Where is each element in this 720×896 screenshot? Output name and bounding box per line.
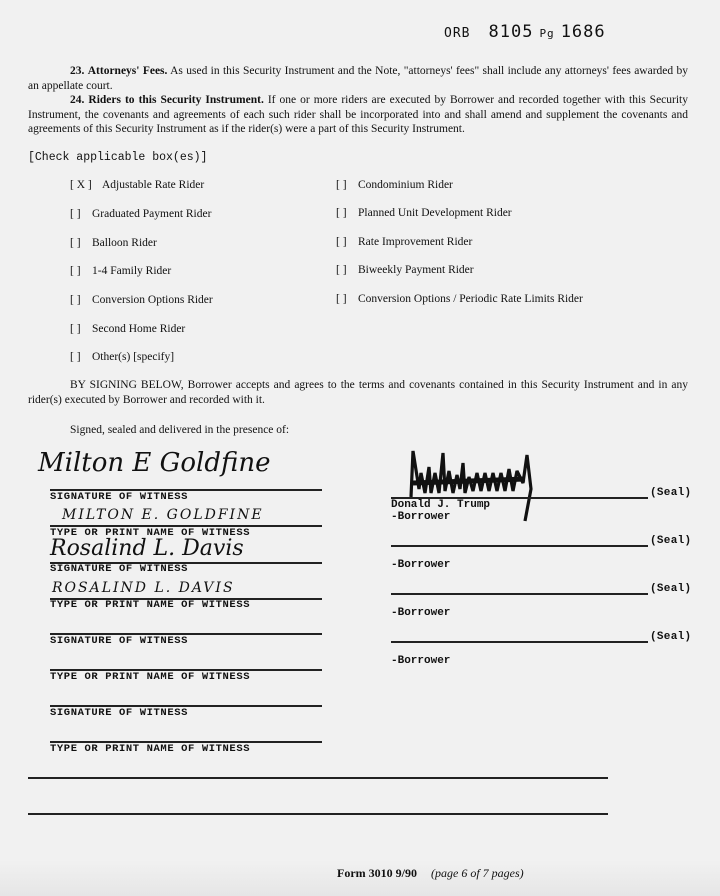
- borrower-3-seal-label: (Seal): [650, 583, 692, 595]
- signing-statement: [28, 378, 688, 407]
- checkbox[interactable]: [ ]: [70, 323, 81, 335]
- witness-4-print-label: TYPE OR PRINT NAME OF WITNESS: [50, 743, 251, 755]
- blank-line-1: [28, 777, 608, 779]
- section-23-body: As used in this Security Instrument and the Note, "attorneys' fees" shall include any attorneys' fees awarded by an appellate court.: [28, 65, 688, 92]
- recording-reference: [444, 22, 606, 42]
- witness-1-printed-name: MILTON E. GOLDFINE: [62, 507, 264, 523]
- borrower-2-seal-label: (Seal): [650, 535, 692, 547]
- rider-1-4-family[interactable]: [70, 265, 171, 277]
- section-23-number: 23.: [70, 65, 85, 77]
- rider-condominium[interactable]: [336, 179, 453, 191]
- rider-second-home[interactable]: [70, 323, 185, 335]
- borrower-4-role: -Borrower: [391, 655, 451, 667]
- checkbox[interactable]: [ ]: [336, 207, 347, 219]
- checkbox[interactable]: [ ]: [70, 208, 81, 220]
- rider-conversion-periodic-rate[interactable]: [336, 293, 583, 305]
- borrower-2-role: -Borrower: [391, 559, 451, 571]
- page-footer: [337, 866, 524, 881]
- witness-2-print-label: TYPE OR PRINT NAME OF WITNESS: [50, 599, 251, 611]
- rider-other[interactable]: [70, 351, 174, 363]
- rider-label: Graduated Payment Rider: [92, 208, 212, 220]
- borrower-4-signature-line[interactable]: [391, 641, 648, 643]
- rider-label: Conversion Options / Periodic Rate Limits Rider: [358, 293, 583, 305]
- rider-label: Conversion Options Rider: [92, 294, 213, 306]
- checkbox[interactable]: [ ]: [70, 237, 81, 249]
- presence-statement: Signed, sealed and delivered in the presence of:: [70, 424, 290, 436]
- checkbox[interactable]: [ ]: [336, 293, 347, 305]
- borrower-4-seal-label: (Seal): [650, 631, 692, 643]
- page-number: 1686: [560, 22, 606, 42]
- form-number: Form 3010 9/90: [337, 866, 417, 880]
- rider-balloon[interactable]: [70, 237, 157, 249]
- page-label: Pg: [539, 27, 555, 40]
- rider-label: Balloon Rider: [92, 237, 157, 249]
- rider-label: Second Home Rider: [92, 323, 186, 335]
- witness-1-print-label: TYPE OR PRINT NAME OF WITNESS: [50, 527, 251, 539]
- signing-body: Borrower accepts and agrees to the terms and covenants contained in this Security Instrument and in any rider(s) executed by Borrower and recorded with it.: [28, 379, 688, 406]
- checkbox[interactable]: [ ]: [70, 294, 81, 306]
- section-24: [28, 93, 688, 137]
- rider-label: Adjustable Rate Rider: [102, 179, 205, 191]
- rider-label: Rate Improvement Rider: [358, 236, 473, 248]
- witness-2-printed-name: ROSALIND L. DAVIS: [52, 580, 235, 596]
- checkbox[interactable]: [ ]: [336, 264, 347, 276]
- rider-label: Planned Unit Development Rider: [358, 207, 512, 219]
- signing-lead: BY SIGNING BELOW,: [70, 379, 184, 391]
- borrower-2-signature-line[interactable]: [391, 545, 648, 547]
- borrower-3-role: -Borrower: [391, 607, 451, 619]
- rider-conversion-options[interactable]: [70, 294, 213, 306]
- section-24-body: If one or more riders are executed by Borrower and recorded together with this Security Instrument, the covenants and agreements of each such rider shall be incorporated into and shall amend and supplement the covenants and agreements of this Security Instrument as if the rider(s) were a part of this Security Instrument.: [28, 94, 688, 135]
- rider-adjustable-rate[interactable]: [70, 179, 204, 191]
- rider-label: Biweekly Payment Rider: [358, 264, 474, 276]
- section-23-title: Attorneys' Fees.: [87, 65, 168, 77]
- checkbox[interactable]: [ ]: [70, 265, 81, 277]
- checklist-heading: [Check applicable box(es)]: [28, 151, 208, 164]
- borrower-3-signature-line[interactable]: [391, 593, 648, 595]
- witness-3-print-label: TYPE OR PRINT NAME OF WITNESS: [50, 671, 251, 683]
- witness-3-signature-label: SIGNATURE OF WITNESS: [50, 635, 189, 647]
- checkbox[interactable]: [ ]: [336, 179, 347, 191]
- page-indicator: (page 6 of 7 pages): [431, 866, 524, 880]
- rider-label: Other(s) [specify]: [92, 351, 175, 363]
- witness-2-signature: Rosalind L. Davis: [50, 536, 244, 561]
- witness-1-signature-label: SIGNATURE OF WITNESS: [50, 491, 189, 503]
- borrower-1-name: Donald J. Trump: [391, 499, 491, 511]
- witness-1-signature: Milton E Goldfine: [38, 448, 271, 478]
- blank-line-2: [28, 813, 608, 815]
- section-23: [28, 64, 688, 93]
- section-24-number: 24.: [70, 94, 85, 106]
- rider-graduated-payment[interactable]: [70, 208, 211, 220]
- checkbox-checked[interactable]: [ X ]: [70, 179, 92, 191]
- rider-label: 1-4 Family Rider: [92, 265, 172, 277]
- rider-planned-unit-development[interactable]: [336, 207, 512, 219]
- rider-label: Condominium Rider: [358, 179, 453, 191]
- witness-4-signature-label: SIGNATURE OF WITNESS: [50, 707, 189, 719]
- rider-rate-improvement[interactable]: [336, 236, 472, 248]
- borrower-1-seal-label: (Seal): [650, 487, 692, 499]
- borrower-1-role: -Borrower: [391, 511, 451, 523]
- checkbox[interactable]: [ ]: [70, 351, 81, 363]
- witness-2-signature-label: SIGNATURE OF WITNESS: [50, 563, 189, 575]
- section-24-title: Riders to this Security Instrument.: [88, 94, 264, 106]
- rider-biweekly-payment[interactable]: [336, 264, 474, 276]
- checkbox[interactable]: [ ]: [336, 236, 347, 248]
- book-label: ORB: [444, 26, 471, 41]
- book-number: 8105: [488, 22, 534, 42]
